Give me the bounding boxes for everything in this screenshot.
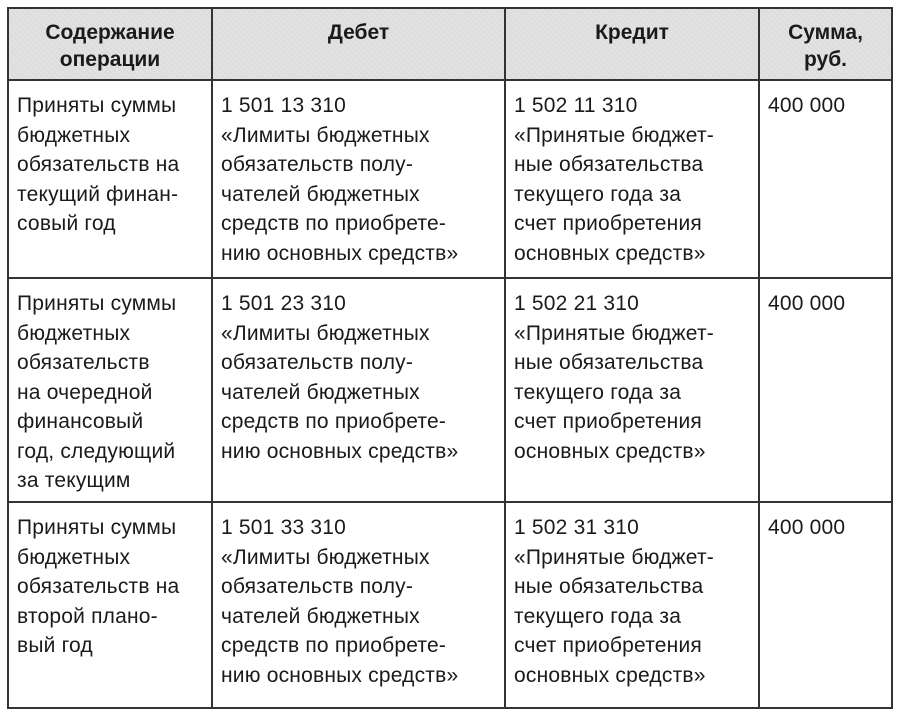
header-amount [759,8,892,80]
cell-debit: 1 501 23 310 «Лимиты бюджетных обязательств полу- чателей бюджетных средств по приобрете- нию основных средств» [212,278,505,502]
cell-debit: 1 501 33 310 «Лимиты бюджетных обязательств полу- чателей бюджетных средств по приобрете- нию основных средств» [212,502,505,708]
cell-operation-content: Приняты суммы бюджетных обязательств на текущий финан- совый год [8,80,212,278]
table-row [8,502,892,708]
header-credit-label: Кредит [595,21,669,44]
cell-amount: 400 000 [759,80,892,278]
table-header [8,8,892,80]
header-operation-content [8,8,212,80]
table-body [8,80,892,708]
cell-operation-content: Приняты суммы бюджетных обязательств на второй плано- вый год [8,502,212,708]
header-credit [505,8,759,80]
header-row [8,8,892,80]
cell-operation-content: Приняты суммы бюджетных обязательств на очередной финансовый год, следующий за текущим [8,278,212,502]
accounting-entries-sheet [7,7,891,707]
header-debit-label: Дебет [327,21,390,44]
header-amount-label: Сумма, руб. [788,21,863,71]
cell-amount: 400 000 [759,502,892,708]
cell-credit: 1 502 31 310 «Принятые бюджет- ные обязательства текущего года за счет приобретения основных средств» [505,502,759,708]
cell-amount: 400 000 [759,278,892,502]
cell-credit: 1 502 21 310 «Принятые бюджет- ные обязательства текущего года за счет приобретения основных средств» [505,278,759,502]
header-operation-content-label: Содержание операции [45,21,175,71]
header-debit [212,8,505,80]
cell-credit: 1 502 11 310 «Принятые бюджет- ные обязательства текущего года за счет приобретения основных средств» [505,80,759,278]
cell-debit: 1 501 13 310 «Лимиты бюджетных обязательств полу- чателей бюджетных средств по приобрете- нию основных средств» [212,80,505,278]
table-row [8,80,892,278]
accounting-entries-table [7,7,893,709]
table-row [8,278,892,502]
